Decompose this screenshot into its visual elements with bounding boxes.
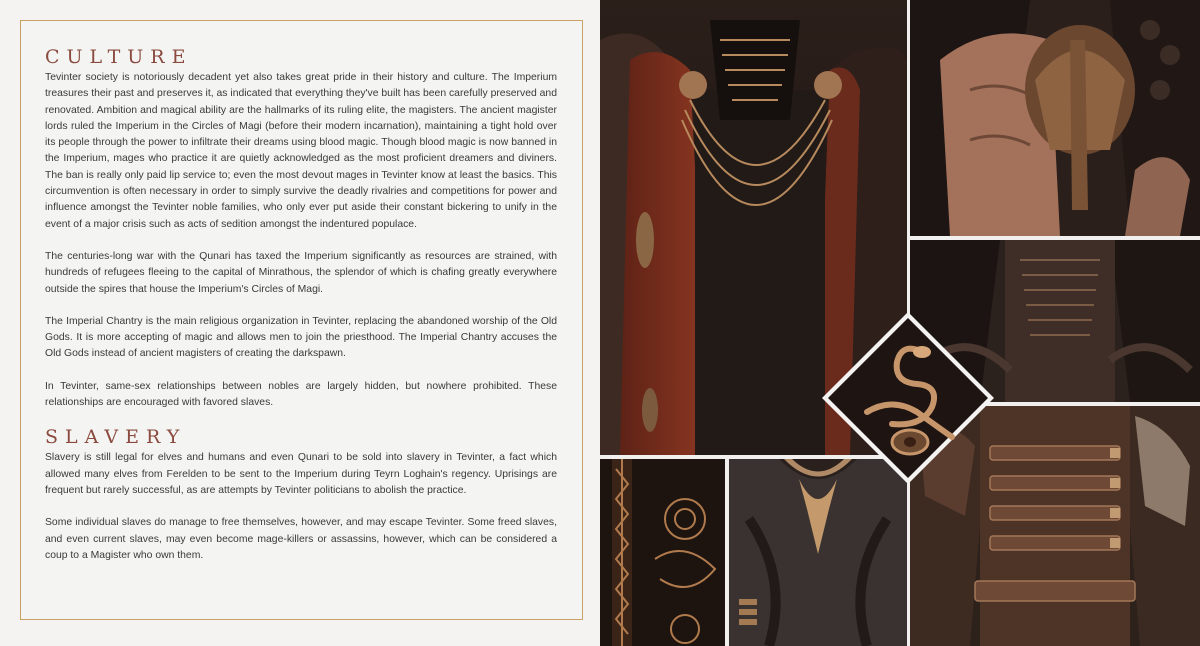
necklace-dress-photo	[729, 459, 907, 646]
section-slavery	[45, 427, 557, 564]
slavery-paragraph-2: Some individual slaves do manage to free themselves, however, and may escape Tevinter. Some freed slaves, and even current slaves, may even become mage-killers or assassins, however, which can be considered a coup to a Magister who own them.	[45, 517, 557, 561]
embroidery-image	[600, 459, 725, 646]
section-culture	[45, 47, 557, 411]
serpent-ring-image	[822, 312, 994, 484]
culture-paragraph-2: The centuries-long war with the Qunari has taxed the Imperium significantly as resources are strained, with hundreds of refugees fleeing to the capital of Minrathous, the splendor of which is chafing greatly everywhere outside the spires that house the Imperium's Circles of Magi.	[45, 250, 557, 295]
section-heading-culture: CULTURE	[45, 46, 193, 68]
culture-paragraph-1: Tevinter society is notoriously decadent yet also takes great pride in their history and culture. The Imperium treasures their past and preserves it, as indicated that everything they've built has been carefully preserved and renovated. Ambition and magical ability are the hallmarks of its ruling elite, the magisters. The ancient magister lords ruled the Imperium in the Circles of Magi (before their modern incarnation), maintaining a tight hold over its people through the power to infiltrate their dreams using blood magic. Though blood magic is now banned in the Imperium, mages who practice it are quietly acknowledged as the most proficient dreamers and diviners. The ban is really only paid lip service to; even the most devout mages in Tevinter know at least the basics. This circumvention is often necessary in order to simply survive the deadly rivalries and competitions for power and influence amongst the Tevinter noble families, who only ever put aside their constant bickering to unify in the event of a major crisis such as acts of sedition amongst the indentured populace.	[45, 72, 557, 230]
slavery-paragraph-1: Slavery is still legal for elves and humans and even Qunari to be sold into slavery in Tevinter, a fact which allowed many elves from Ferelden to be sent to the Imperium during Teyrn Loghain's regency. Uprisings are frequent but rarely successful, as are attempts by Tevinter politicians to abolish the practice.	[45, 452, 557, 496]
serpent-diamond	[822, 312, 994, 484]
embroidery-photo	[600, 459, 725, 646]
culture-paragraph-4: In Tevinter, same-sex relationships between nobles are largely hidden, but nowhere prohibited. These relationships are encouraged with favored slaves.	[45, 380, 557, 409]
section-heading-slavery: SLAVERY	[45, 426, 187, 449]
helmet-warrior-image	[910, 0, 1200, 236]
text-panel	[20, 20, 583, 620]
culture-paragraph-3: The Imperial Chantry is the main religious organization in Tevinter, replacing the abandoned worship of the Old Gods. It is more accepting of magic and allows men to join the priesthood. The Imperial Chantry accuses the Old Gods instead of ancient magisters of creating the darkspawn.	[45, 315, 557, 360]
necklace-dress-image	[729, 459, 907, 646]
helmet-warrior-photo	[910, 0, 1200, 236]
text-content	[45, 47, 557, 580]
